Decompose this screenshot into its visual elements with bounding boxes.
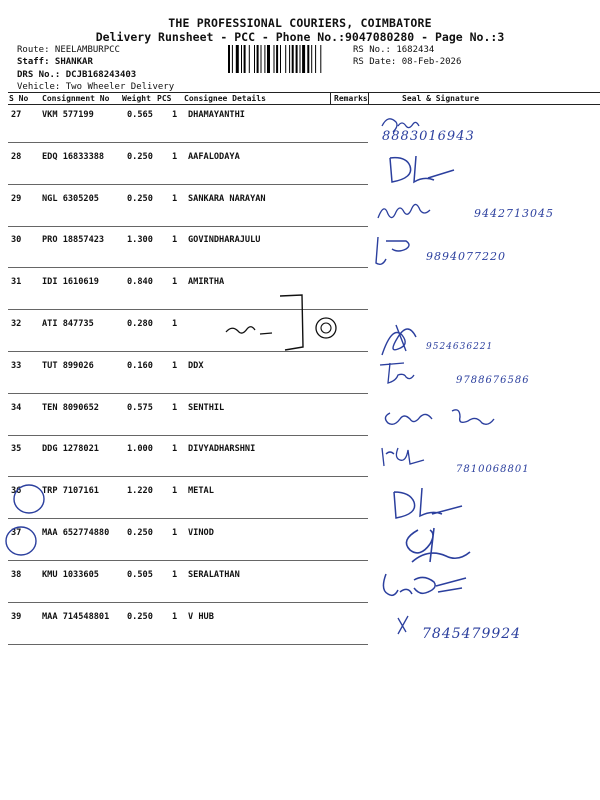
handwritten-signature: [368, 148, 600, 190]
row-rule: [8, 226, 368, 227]
col-consignee: Consignee Details: [184, 94, 266, 103]
row-35-pcs: 1: [172, 444, 178, 455]
row-33-weight: 0.160: [127, 360, 153, 371]
row-36-consignment: TRP 7107161: [42, 486, 99, 497]
row-29-weight: 0.250: [127, 193, 153, 204]
seal-divider: [368, 92, 369, 104]
row-29-consignment: NGL 6305205: [42, 193, 99, 204]
row-38-sno: 38: [11, 569, 22, 580]
col-sno: S No: [9, 94, 29, 103]
document-title: THE PROFESSIONAL COURIERS, COIMBATORE: [168, 16, 432, 30]
row-36-consignee: METAL: [188, 486, 214, 497]
vehicle-label: Vehicle: Two Wheeler Delivery: [17, 82, 175, 92]
handwritten-phone-number: 9788676586: [456, 374, 530, 386]
row-36-pcs: 1: [172, 486, 178, 497]
col-consignment: Consignment No: [42, 94, 110, 103]
handwritten-phone-number: 8883016943: [382, 129, 475, 144]
row-31-sno: 31: [11, 277, 22, 288]
row-36-sno: 36: [11, 486, 22, 497]
handwritten-phone-number: 7845479924: [422, 625, 522, 642]
row-rule: [8, 184, 368, 185]
row-rule: [8, 560, 368, 561]
row-30-weight: 1.300: [127, 235, 153, 246]
row-27-consignment: VKM 577199: [42, 110, 94, 120]
row-31-consignment: IDI 1610619: [42, 277, 99, 288]
row-38-weight: 0.505: [127, 569, 153, 580]
handwritten-signature: [368, 399, 600, 441]
row-27-sno: 27: [11, 110, 22, 120]
signature-row-28: [368, 148, 600, 188]
row-32-consignment: ATI 847735: [42, 319, 94, 329]
handwritten-signature: [368, 524, 600, 566]
row-37-pcs: 1: [172, 528, 178, 538]
row-31-weight: 0.840: [127, 277, 153, 288]
signature-row-30: [368, 231, 600, 271]
row-34-weight: 0.575: [127, 402, 153, 413]
signature-row-38: [368, 566, 600, 606]
row-37-sno: 37: [11, 528, 22, 538]
row-39-consignment: MAA 714548801: [42, 611, 110, 622]
row-32-sno: 32: [11, 319, 22, 329]
row-33-sno: 33: [11, 360, 22, 371]
col-seal-signature: Seal & Signature: [402, 94, 480, 103]
row-37-weight: 0.250: [127, 528, 153, 538]
signature-row-39: [368, 608, 600, 648]
row-rule: [8, 142, 368, 143]
row-28-consignment: EDQ 16833388: [42, 151, 105, 162]
row-39-sno: 39: [11, 611, 22, 622]
row-27-weight: 0.565: [127, 110, 153, 120]
row-rule: [8, 393, 368, 394]
signature-row-35: [368, 440, 600, 480]
row-30-pcs: 1: [172, 235, 178, 246]
row-28-sno: 28: [11, 151, 22, 162]
signature-row-31: [368, 273, 600, 313]
row-27-consignee: DHAMAYANTHI: [188, 110, 245, 120]
route-label: Route: NEELAMBURPCC: [17, 45, 120, 55]
row-rule: [8, 644, 368, 645]
col-remarks: Remarks: [334, 94, 368, 103]
circle-mark-36: [12, 482, 46, 516]
row-39-pcs: 1: [172, 611, 178, 622]
row-34-consignee: SENTHIL: [188, 402, 225, 413]
row-35-sno: 35: [11, 444, 22, 455]
row-rule: [8, 267, 368, 268]
rs-date: RS Date: 08-Feb-2026: [353, 57, 462, 67]
header-bottom-rule: [8, 104, 600, 105]
handwritten-phone-number: 9894077220: [426, 250, 506, 264]
remarks-divider: [330, 92, 331, 104]
rs-number: RS No.: 1682434: [353, 45, 435, 55]
signature-row-33: [368, 357, 600, 397]
row-27-pcs: 1: [172, 110, 178, 120]
row-33-pcs: 1: [172, 360, 178, 371]
signature-row-36: [368, 482, 600, 522]
drs-number: DRS No.: DCJB168243403: [17, 70, 137, 80]
row-34-pcs: 1: [172, 402, 178, 413]
row-30-sno: 30: [11, 235, 22, 246]
signature-row-37: [368, 524, 600, 564]
row-28-weight: 0.250: [127, 151, 153, 162]
row-34-consignment: TEN 8090652: [42, 402, 99, 413]
row-35-consignment: DDG 1278021: [42, 444, 99, 455]
row-29-pcs: 1: [172, 193, 178, 204]
row-rule: [8, 435, 368, 436]
row-35-consignee: DIVYADHARSHNI: [188, 444, 256, 455]
row-rule: [8, 518, 368, 519]
row-28-pcs: 1: [172, 151, 178, 162]
col-pcs: PCS: [157, 94, 172, 103]
row-37-consignee: VINOD: [188, 528, 214, 538]
row-32-weight: 0.280: [127, 319, 153, 329]
row-35-weight: 1.000: [127, 444, 153, 455]
handwritten-signature: [368, 440, 600, 482]
signature-row-29: [368, 190, 600, 230]
row-31-pcs: 1: [172, 277, 178, 288]
document-subtitle: Delivery Runsheet - PCC - Phone No.:9047080280 - Page No.:3: [95, 30, 505, 44]
row-39-weight: 0.250: [127, 611, 153, 622]
barcode-icon: [228, 45, 350, 73]
row-30-consignee: GOVINDHARAJULU: [188, 235, 261, 246]
row-31-consignee: AMIRTHA: [188, 277, 225, 288]
row-rule: [8, 602, 368, 603]
row-30-consignment: PRO 18857423: [42, 235, 105, 246]
row-rule: [8, 476, 368, 477]
signature-row-34: [368, 399, 600, 439]
handwritten-signature: [368, 482, 600, 524]
circle-mark-37: [4, 524, 38, 558]
row-32-pcs: 1: [172, 319, 178, 329]
row-36-weight: 1.220: [127, 486, 153, 497]
row-38-pcs: 1: [172, 569, 178, 580]
handwritten-signature: [368, 273, 600, 315]
row-37-consignment: MAA 652774880: [42, 528, 110, 538]
row-38-consignment: KMU 1033605: [42, 569, 99, 580]
row-34-sno: 34: [11, 402, 22, 413]
row-38-consignee: SERALATHAN: [188, 569, 240, 580]
remark-scribble-32: [212, 290, 352, 354]
row-39-consignee: V HUB: [188, 611, 214, 622]
signature-row-27: [368, 106, 600, 146]
handwritten-phone-number: 7810068801: [456, 464, 530, 476]
handwritten-phone-number: 9442713045: [474, 206, 554, 220]
row-29-sno: 29: [11, 193, 22, 204]
header-top-rule: [8, 92, 600, 93]
staff-label: Staff: SHANKAR: [17, 57, 93, 67]
col-weight: Weight: [122, 94, 151, 103]
signature-row-32: [368, 315, 600, 355]
row-33-consignee: DDX: [188, 360, 204, 371]
handwritten-phone-number: 9524636221: [426, 342, 494, 352]
row-33-consignment: TUT 899026: [42, 360, 94, 371]
row-29-consignee: SANKARA NARAYAN: [188, 193, 266, 204]
row-28-consignee: AAFALODAYA: [188, 151, 240, 162]
handwritten-signature: [368, 566, 600, 608]
